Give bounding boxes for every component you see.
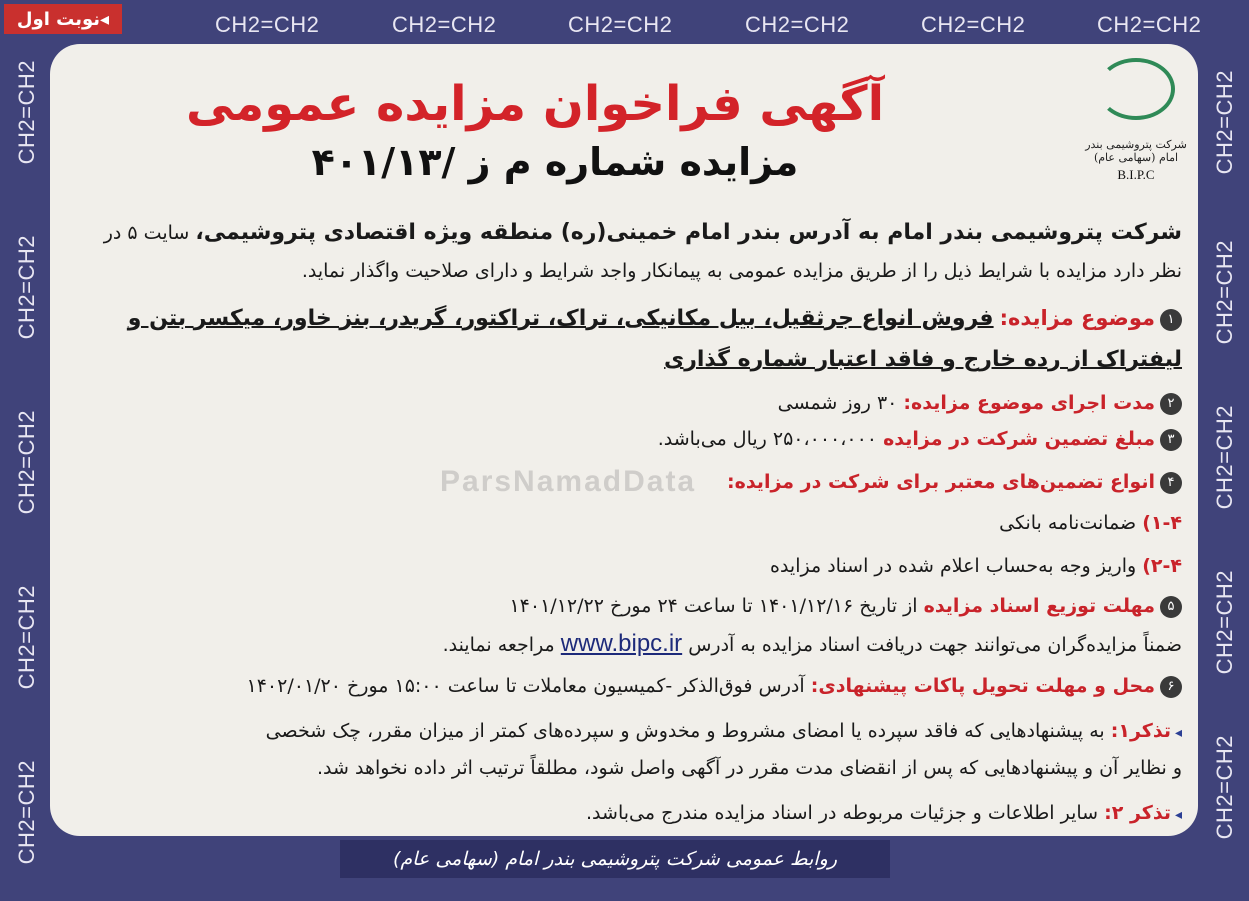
logo-abbreviation: B.I.P.C — [1117, 167, 1155, 182]
item-text: مراجعه نمایند. — [442, 634, 555, 656]
sub-item-text: ضمانت‌نامه بانکی — [999, 512, 1137, 534]
strip-label: CH2=CH2 — [1212, 735, 1237, 840]
sub-item-label: ۲-۴) — [1142, 555, 1182, 577]
watermark: ParsNamadData — [440, 465, 697, 498]
pointer-icon: ◂ — [1174, 725, 1182, 741]
item-1-line-1 — [128, 306, 1182, 331]
item-number: ۶ — [1160, 676, 1182, 698]
logo-ring-icon — [1097, 58, 1175, 120]
item-number: ۳ — [1160, 429, 1182, 451]
strip-label: CH2=CH2 — [14, 585, 39, 690]
item-5 — [509, 595, 1182, 618]
item-number: ۲ — [1160, 393, 1182, 415]
strip-label: CH2=CH2 — [14, 760, 39, 865]
item-number: ۵ — [1160, 596, 1182, 618]
item-label: مهلت توزیع اسناد مزایده — [923, 595, 1155, 617]
note-2 — [586, 802, 1182, 824]
strip-label: CH2=CH2 — [745, 12, 850, 37]
item-text: ۲۵۰،۰۰۰،۰۰۰ ریال می‌باشد. — [657, 428, 878, 450]
strip-label: CH2=CH2 — [14, 235, 39, 340]
footer-public-relations: روابط عمومی شرکت پتروشیمی بندر امام (سهامی عام) — [340, 840, 890, 878]
website-link[interactable]: www.bipc.ir — [560, 630, 683, 657]
strip-label: CH2=CH2 — [921, 12, 1026, 37]
item-text: لیفتراک از رده خارج و فاقد اعتبار شماره گذاری — [664, 347, 1182, 372]
note-label: تذکر۱: — [1110, 720, 1171, 742]
logo-company-name: شرکت پتروشیمی بندر امام (سهامی عام) — [1085, 138, 1187, 164]
intro-line-1 — [104, 220, 1182, 245]
intro-bold-text: شرکت پتروشیمی بندر امام به آدرس بندر امام خمینی(ره) منطقه ویژه اقتصادی پتروشیمی، — [195, 220, 1182, 245]
note-label: تذکر ۲: — [1104, 802, 1171, 824]
strip-label: CH2=CH2 — [14, 60, 39, 165]
item-number: ۴ — [1160, 472, 1182, 494]
item-label: موضوع مزایده: — [999, 306, 1155, 330]
strip-label: CH2=CH2 — [1212, 70, 1237, 175]
item-label: انواع تضمین‌های معتبر برای شرکت در مزایده: — [727, 471, 1155, 493]
item-5-extra — [443, 630, 1182, 658]
strip-label: CH2=CH2 — [215, 12, 320, 37]
sub-item-label: ۱-۴) — [1142, 512, 1182, 534]
strip-label: CH2=CH2 — [1212, 405, 1237, 510]
intro-rest-text: سایت ۵ در — [103, 222, 190, 244]
intro-line-2: نظر دارد مزایده با شرایط ذیل را از طریق مزایده عمومی به پیمانکار واجد شرایط و دارای صلاحیت واگذار نماید. — [301, 260, 1182, 282]
sub-item-text: واریز وجه به‌حساب اعلام شده در اسناد مزایده — [770, 555, 1137, 577]
strip-label: CH2=CH2 — [1212, 570, 1237, 675]
strip-label: CH2=CH2 — [392, 12, 497, 37]
item-4 — [727, 471, 1182, 494]
badge-label: نوبت اول — [16, 8, 101, 30]
note-1-line-2: و نظایر آن و پیشنهادهایی که پس از انقضای مدت مقرر در آگهی واصل شود، مطلقاً ترتیب اثر داده نخواهد شد. — [317, 757, 1182, 779]
publication-badge: ◂ نوبت اول — [4, 4, 122, 34]
note-text: سایر اطلاعات و جزئیات مربوطه در اسناد مزایده مندرج می‌باشد. — [586, 802, 1099, 824]
strip-label: CH2=CH2 — [14, 410, 39, 515]
item-4-1 — [999, 512, 1182, 534]
item-text: فروش انواع جرثقیل، بیل مکانیکی، تراک، تراکتور، گریدر، بنز خاور، میکسر بتن و — [127, 306, 994, 331]
tender-number: مزایده شماره م ز /۴۰۱/۱۳ — [311, 140, 799, 184]
item-4-2 — [770, 555, 1182, 577]
strip-label: CH2=CH2 — [1212, 240, 1237, 345]
notice-title: آگهی فراخوان مزایده عمومی — [185, 76, 885, 132]
item-number: ۱ — [1160, 309, 1182, 331]
strip-label: CH2=CH2 — [1097, 12, 1202, 37]
pointer-icon: ◂ — [1174, 807, 1182, 823]
item-text: آدرس فوق‌الذکر -کمیسیون معاملات تا ساعت ۱۵:۰۰ مورخ ۱۴۰۲/۰۱/۲۰ — [246, 675, 805, 697]
item-2 — [778, 392, 1182, 415]
strip-label: CH2=CH2 — [568, 12, 673, 37]
item-text: از تاریخ ۱۴۰۱/۱۲/۱۶ تا ساعت ۲۴ مورخ ۱۴۰۱/۱۲/۲۲ — [509, 595, 918, 617]
item-6 — [247, 675, 1182, 698]
item-label: مدت اجرای موضوع مزایده: — [903, 392, 1155, 414]
note-1-line-1 — [266, 720, 1182, 742]
item-1-line-2 — [664, 347, 1182, 372]
item-text: ضمناً مزایده‌گران می‌توانند جهت دریافت اسناد مزایده به آدرس — [688, 634, 1182, 656]
company-logo — [1081, 58, 1191, 188]
item-label: مبلغ تضمین شرکت در مزایده — [883, 428, 1155, 450]
item-label: محل و مهلت تحویل پاکات پیشنهادی: — [810, 675, 1155, 697]
item-text: ۳۰ روز شمسی — [777, 392, 898, 414]
item-3 — [658, 428, 1182, 451]
note-text: به پیشنهادهایی که فاقد سپرده یا امضای مشروط و مخدوش و سپرده‌های کمتر از میزان مقرر، چک شخصی — [265, 720, 1105, 742]
